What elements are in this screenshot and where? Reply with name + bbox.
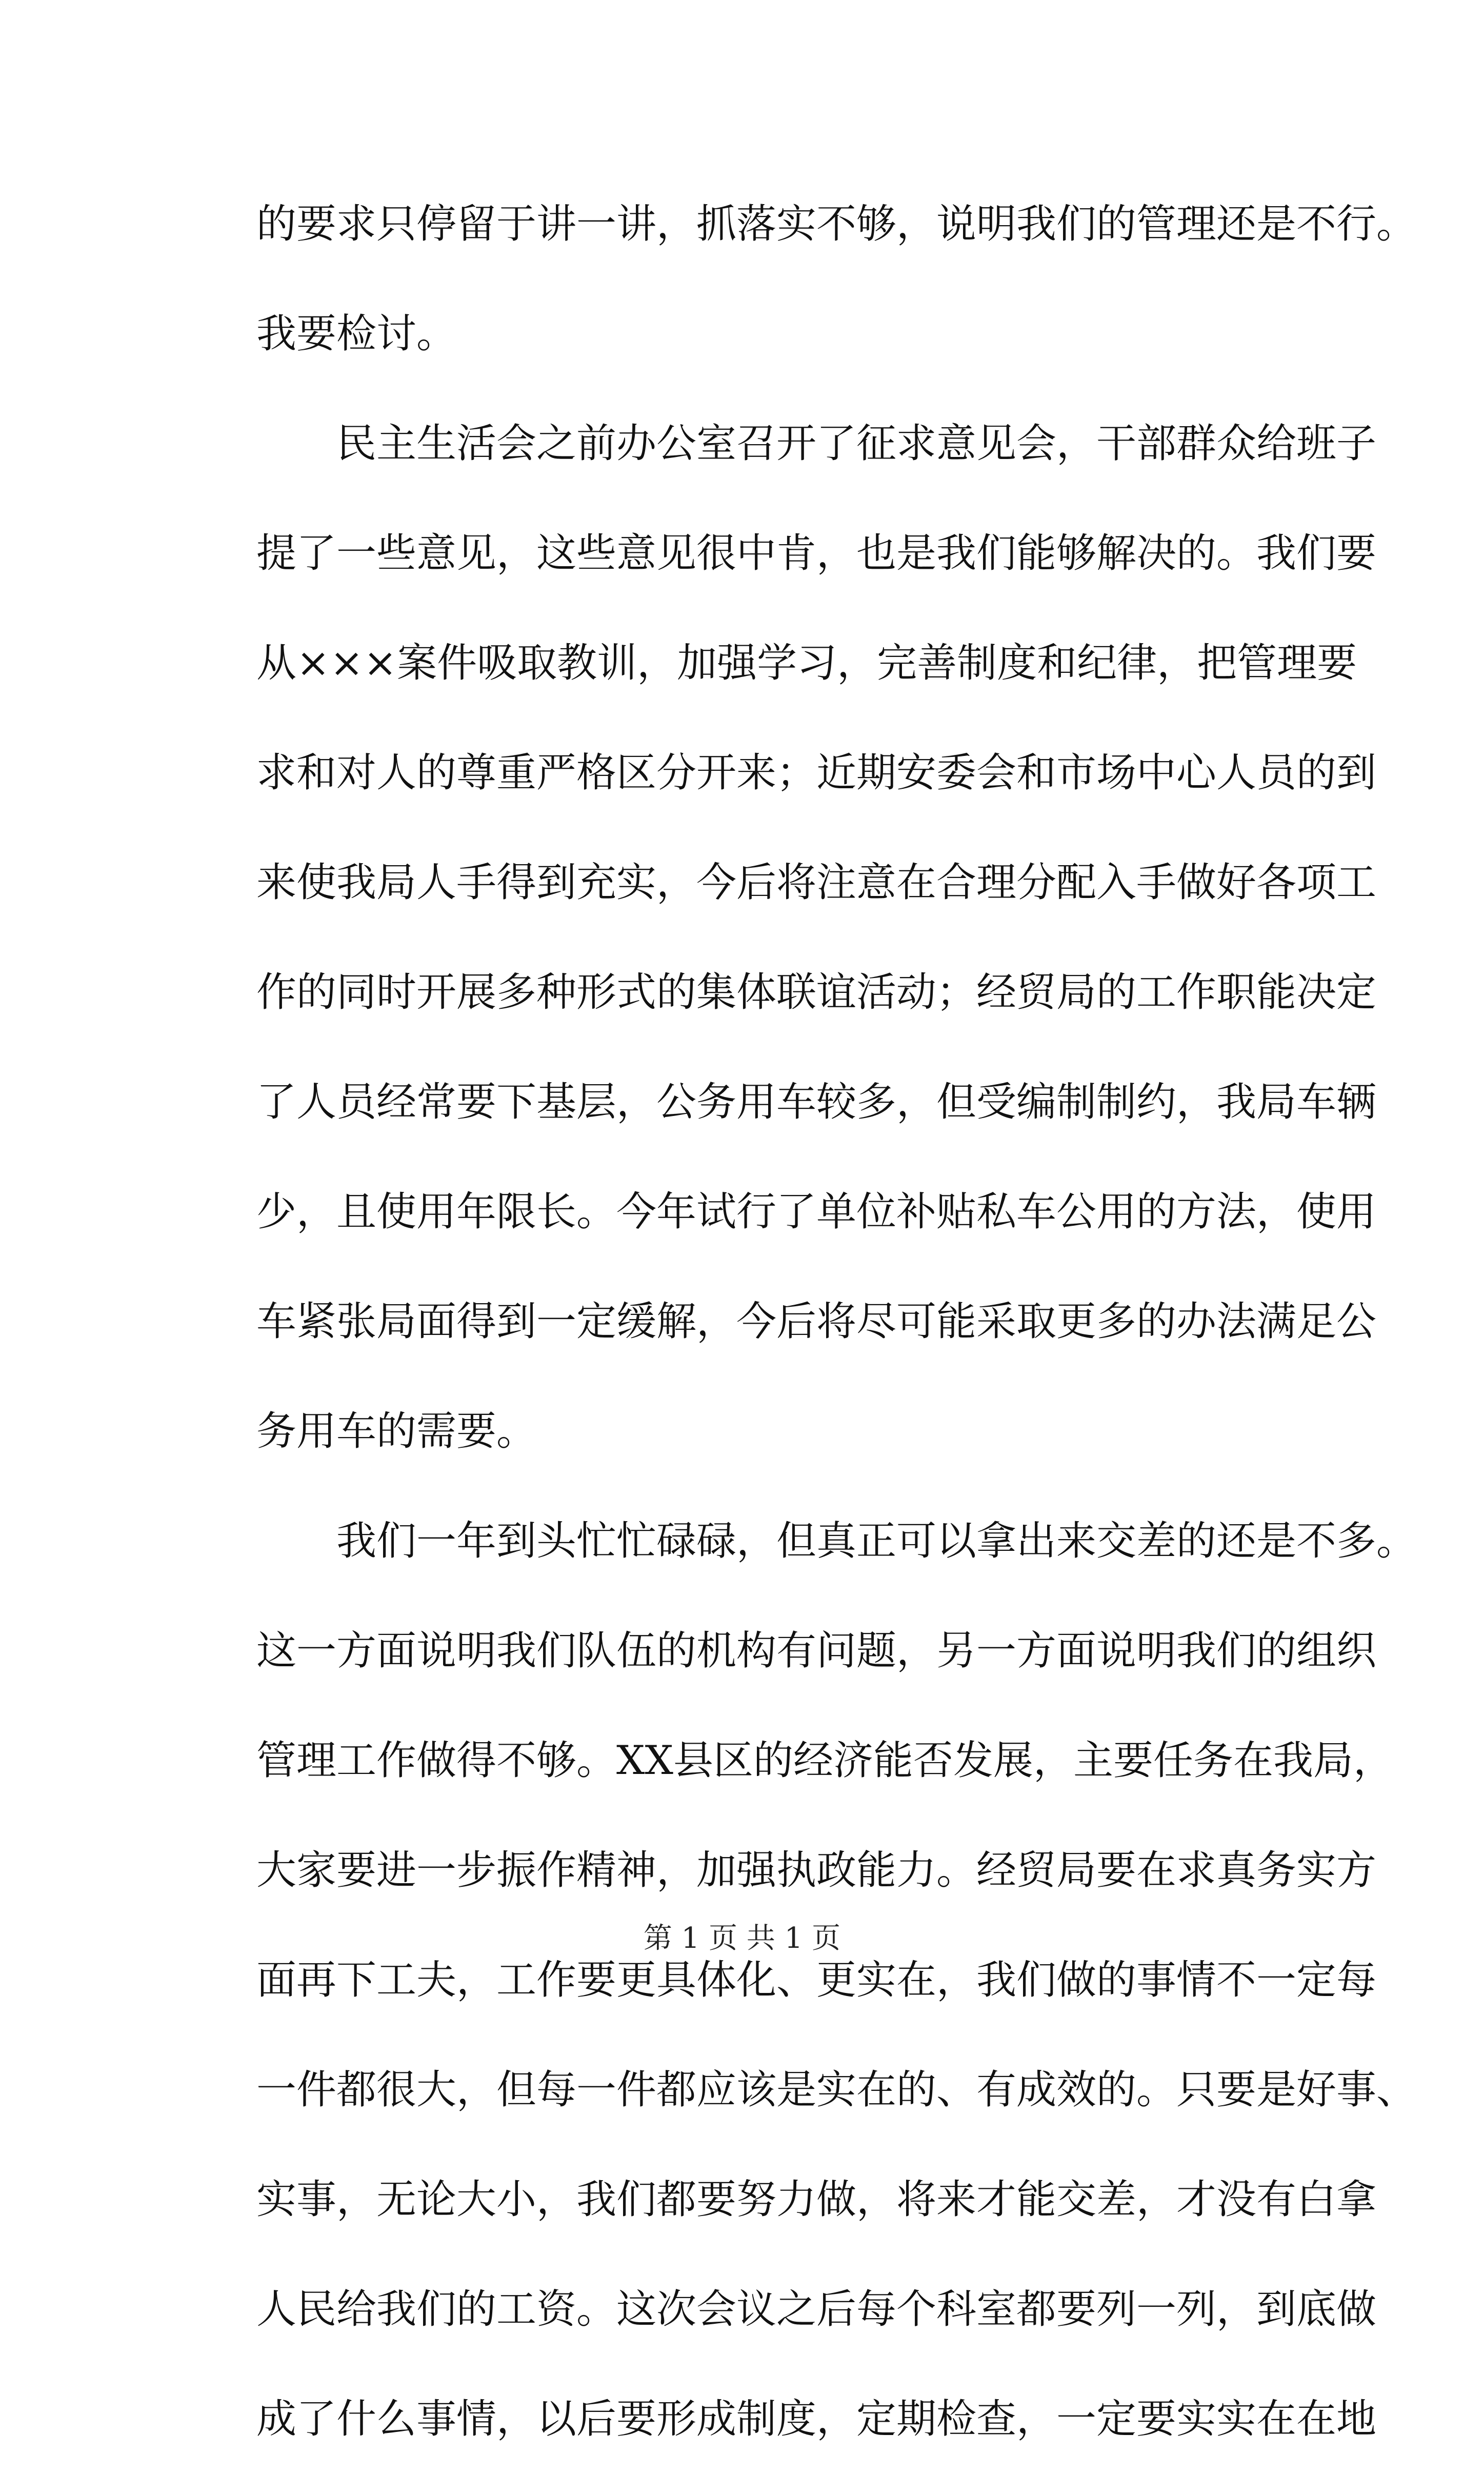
text-line: 人民给我们的工资。这次会议之后每个科室都要列一列，到底做 [256, 2286, 1377, 2332]
text-line: 一件都很大，但每一件都应该是实在的、有成效的。只要是好事、 [256, 2067, 1417, 2113]
text-line: 这一方面说明我们队伍的机构有问题，另一方面说明我们的组织 [256, 1628, 1377, 1674]
text-line: 提了一些意见，这些意见很中肯，也是我们能够解决的。我们要 [256, 530, 1377, 576]
text-line: 车紧张局面得到一定缓解，今后将尽可能采取更多的办法满足公 [256, 1299, 1377, 1345]
text-line: 了人员经常要下基层，公务用车较多，但受编制制约，我局车辆 [256, 1079, 1377, 1125]
document-body [256, 169, 1417, 2474]
text-line: 实事，无论大小，我们都要努力做，将来才能交差，才没有白拿 [256, 2177, 1377, 2223]
text-line: 来使我局人手得到充实，今后将注意在合理分配入手做好各项工 [256, 860, 1377, 906]
page-number-footer: 第 1 页 共 1 页 [643, 1922, 841, 1955]
text-line: 面再下工夫，工作要更具体化、更实在，我们做的事情不一定每 [256, 1957, 1377, 2003]
text-line: 成了什么事情，以后要形成制度，定期检查，一定要实实在在地 [256, 2396, 1377, 2442]
text-line-paragraph-start: 民主生活会之前办公室召开了征求意见会，干部群众给班子 [336, 421, 1377, 467]
text-line: 少，且使用年限长。今年试行了单位补贴私车公用的方法，使用 [256, 1189, 1377, 1235]
text-line: 我要检讨。 [256, 311, 457, 357]
text-line-paragraph-start: 我们一年到头忙忙碌碌，但真正可以拿出来交差的还是不多。 [336, 1518, 1417, 1564]
text-line: 的要求只停留于讲一讲，抓落实不够，说明我们的管理还是不行。 [256, 201, 1417, 247]
text-line: 大家要进一步振作精神，加强执政能力。经贸局要在求真务实方 [256, 1847, 1377, 1893]
text-line: 作的同时开展多种形式的集体联谊活动；经贸局的工作职能决定 [256, 969, 1377, 1015]
text-line: 求和对人的尊重严格区分开来；近期安委会和市场中心人员的到 [256, 750, 1377, 796]
text-line: 务用车的需要。 [256, 1408, 537, 1454]
text-line: 管理工作做得不够。XX县区的经济能否发展，主要任务在我局， [256, 1738, 1394, 1784]
text-line: 从×××案件吸取教训，加强学习，完善制度和纪律，把管理要 [256, 640, 1357, 686]
